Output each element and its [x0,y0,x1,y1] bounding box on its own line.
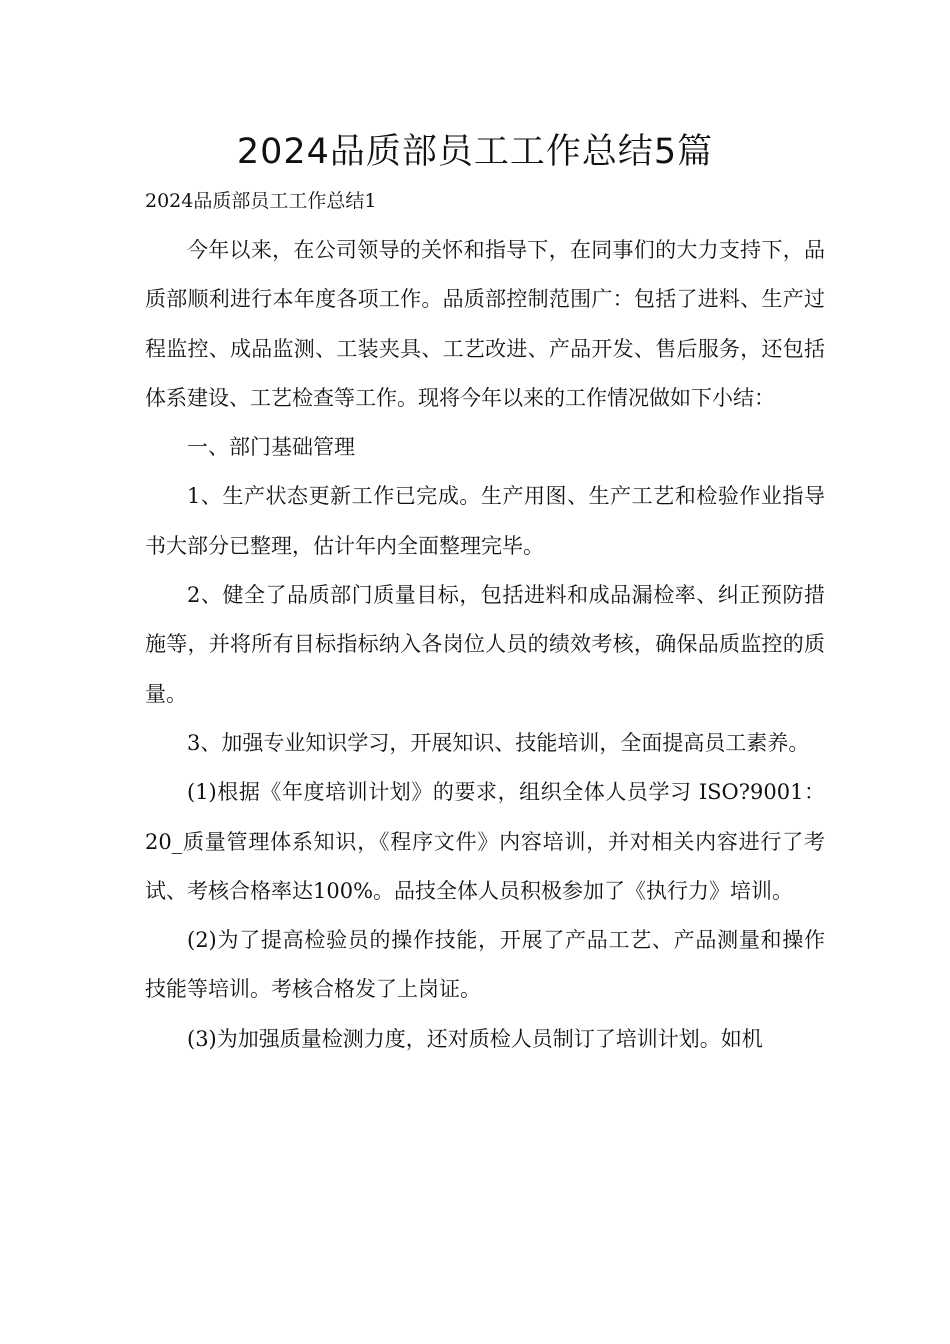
paragraph-subitem-1: (1)根据《年度培训计划》的要求，组织全体人员学习 ISO?9001：20_质量管理体系知识，《程序文件》内容培训，并对相关内容进行了考试、考核合格率达100%。品技全体人员积极参加了《执行力》培训。 [145,780,825,903]
document-subtitle: 2024品质部员工工作总结1 [145,190,377,212]
paragraph-intro: 今年以来，在公司领导的关怀和指导下，在同事们的大力支持下，品质部顺利进行本年度各项工作。品质部控制范围广：包括了进料、生产过程监控、成品监测、工装夹具、工艺改进、产品开发、售后服务，还包括体系建设、工艺检查等工作。现将今年以来的工作情况做如下小结： [145,238,825,410]
paragraph-subitem-2: (2)为了提高检验员的操作技能，开展了产品工艺、产品测量和操作技能等培训。考核合格发了上岗证。 [145,928,825,1002]
paragraph-item-2: 2、健全了品质部门质量目标，包括进料和成品漏检率、纠正预防措施等，并将所有目标指标纳入各岗位人员的绩效考核，确保品质监控的质量。 [145,583,825,706]
document-body [145,226,825,1064]
section-heading: 一、部门基础管理 [187,435,355,460]
paragraph-subitem-3: (3)为加强质量检测力度，还对质检人员制订了培训计划。如机 [187,1026,763,1051]
paragraph-item-1: 1、生产状态更新工作已完成。生产用图、生产工艺和检验作业指导书大部分已整理，估计年内全面整理完毕。 [145,484,825,558]
paragraph-item-3: 3、加强专业知识学习，开展知识、技能培训，全面提高员工素养。 [187,730,810,755]
document-title: 2024品质部员工工作总结5篇 [236,132,714,172]
